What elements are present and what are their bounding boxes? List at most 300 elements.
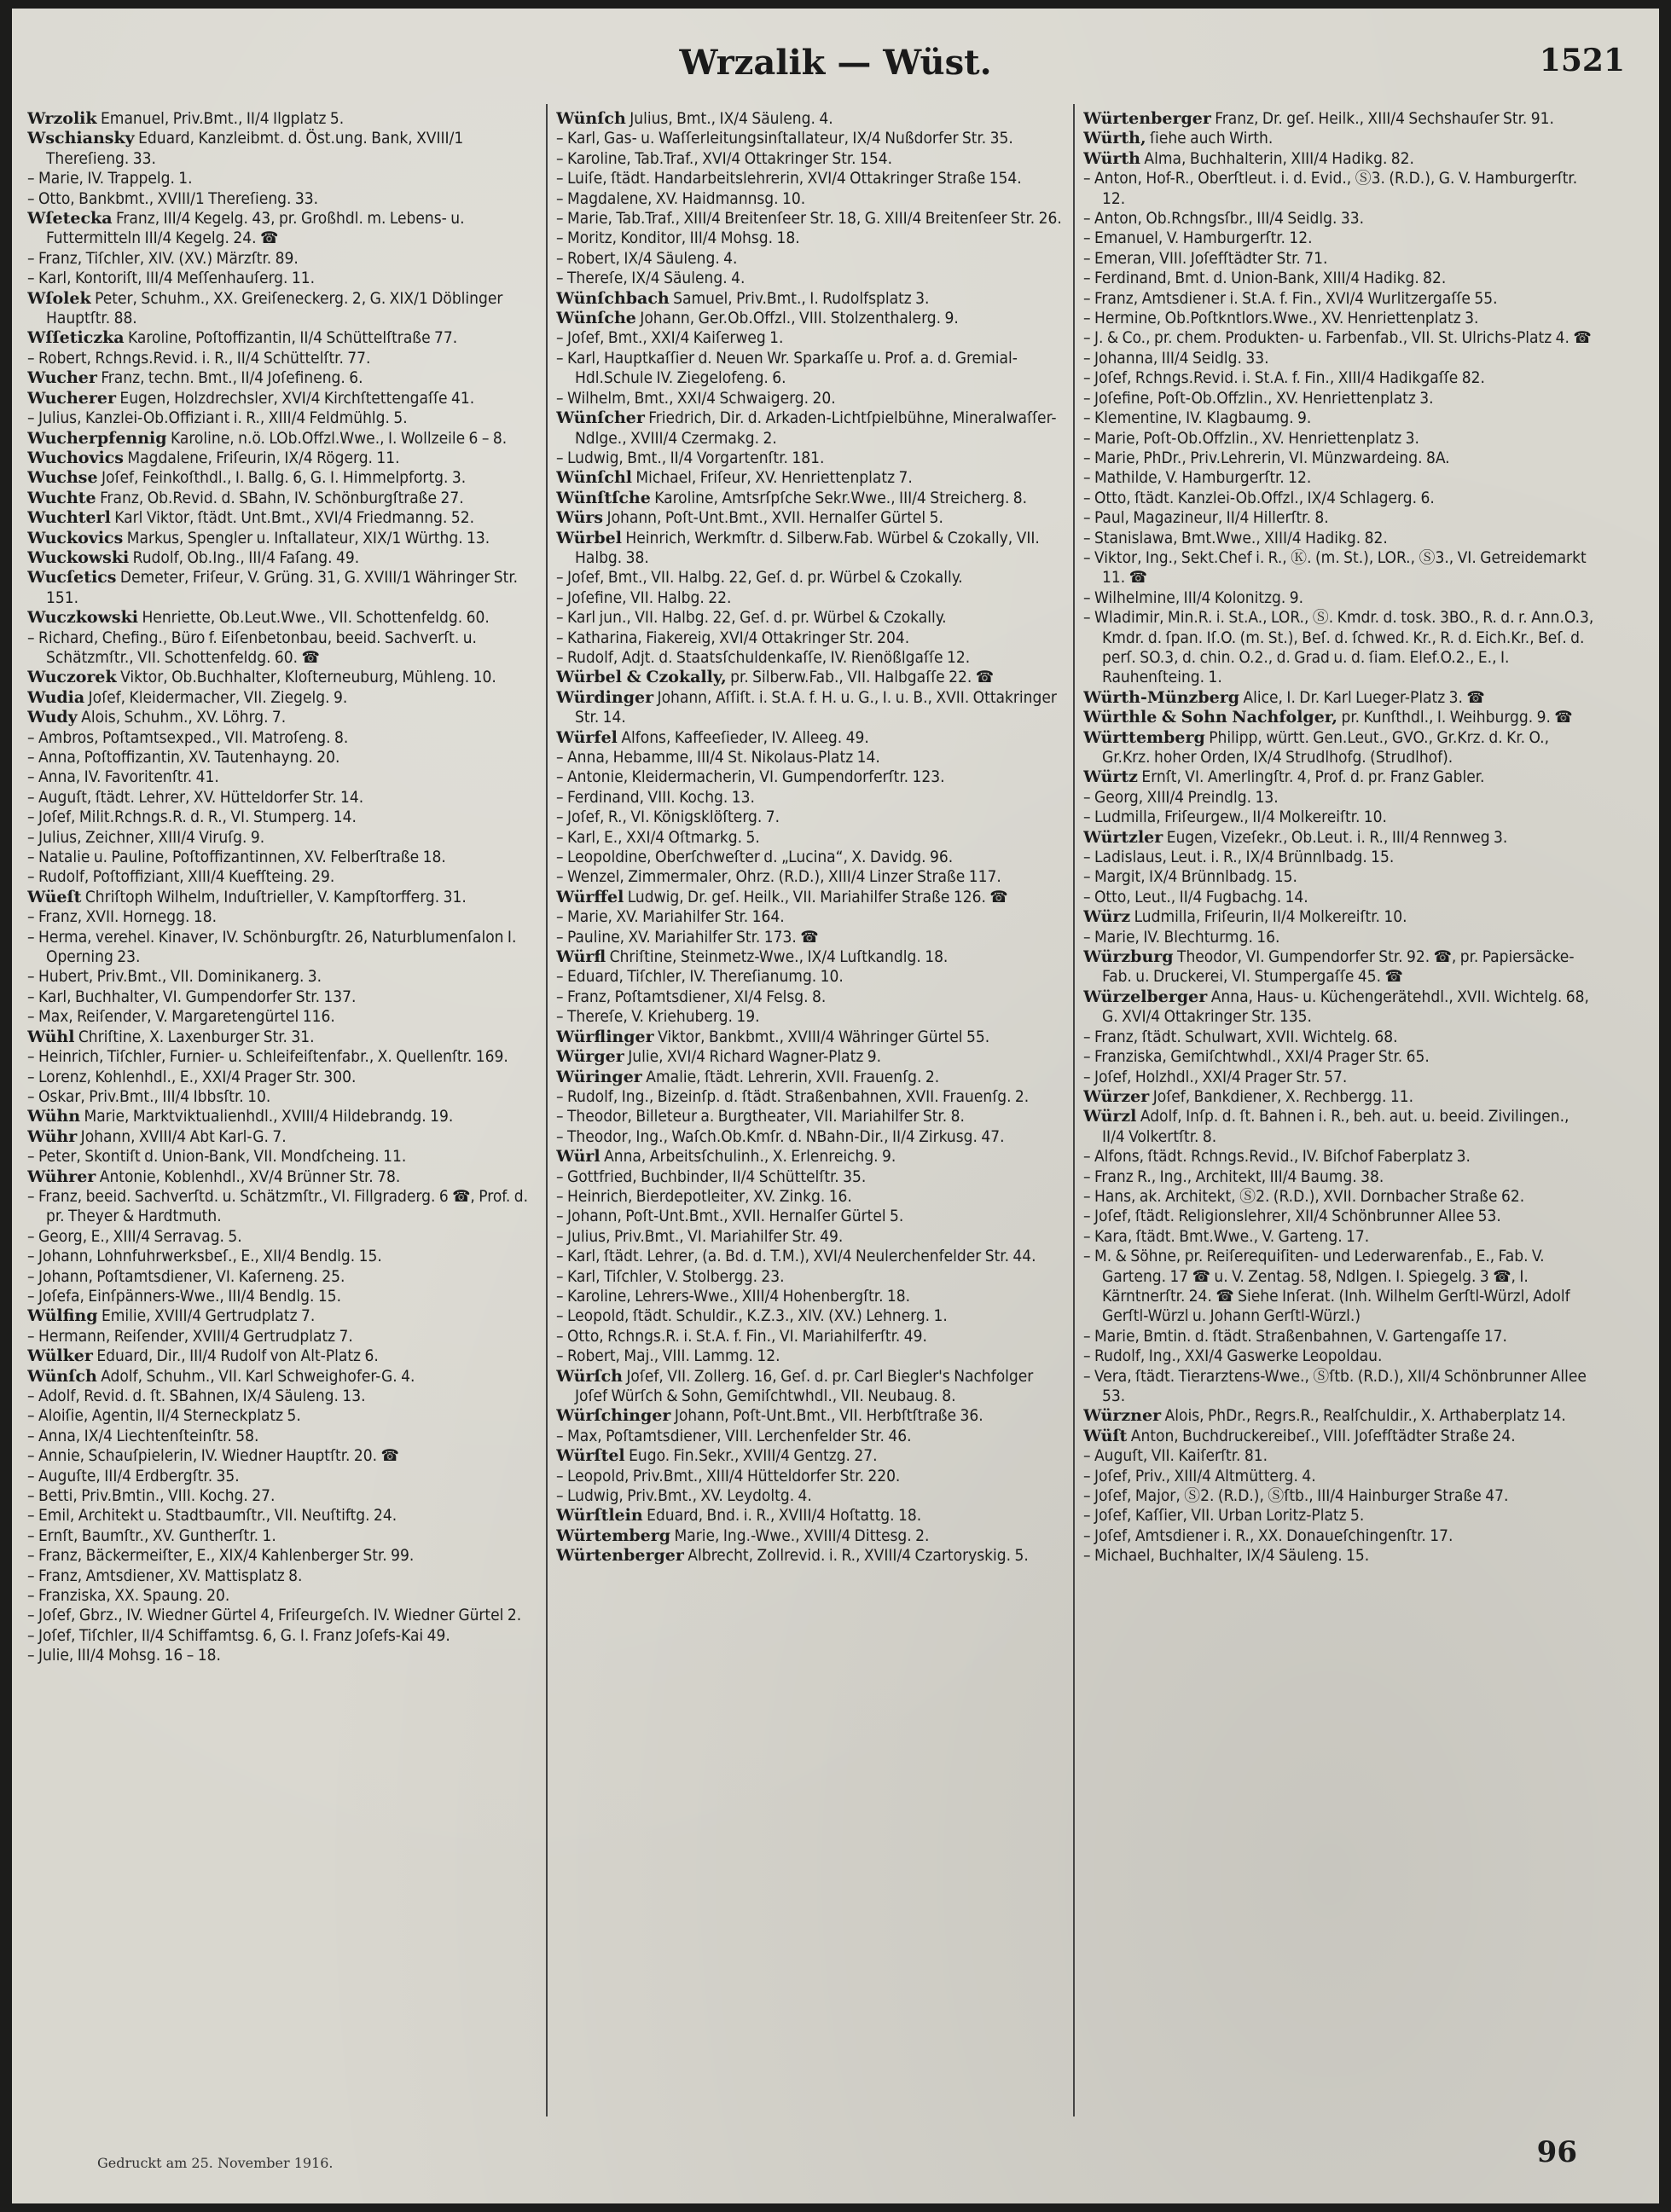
directory-entry [556,1007,1068,1027]
directory-entry [27,1346,539,1366]
entry-details: – Eduard, Tiſchler, IV. Thereſianumg. 10. [556,967,844,987]
entry-details: – Joſef, Kaſſier, VII. Urban Loritz-Platz 5. [1083,1506,1365,1526]
entry-surname: Wünſch [27,1366,97,1386]
directory-entry [556,588,1068,608]
entry-details: – Michael, Buchhalter, IX/4 Säuleng. 15. [1083,1546,1370,1566]
directory-entry [1083,1486,1595,1506]
directory-entry [1083,1068,1595,1087]
entry-details: Chriſtine, Steinmetz-Wwe., IX/4 Luſtkandlg. 18. [609,947,949,967]
directory-entry [27,468,539,488]
entry-details: – Joſef, Bmt., XXI/4 Kaiſerweg 1. [556,328,784,348]
entry-details: – Anna, IV. Favoritenſtr. 41. [27,767,219,787]
directory-entry [1083,309,1595,328]
directory-entry [556,848,1068,867]
directory-entry [27,249,539,269]
entry-details: – Max, Reiſender, V. Margaretengürtel 116. [27,1007,335,1027]
directory-entry [1083,1187,1595,1207]
directory-entry [556,1327,1068,1346]
entry-details: Karoline, n.ö. LOb.Offzl.Wwe., I. Wollzeile 6 – 8. [170,428,508,448]
directory-entry [556,1167,1068,1187]
entry-details: – Franz, XVII. Hornegg. 18. [27,907,218,927]
directory-entry [27,767,539,787]
directory-entry [556,1227,1068,1247]
directory-entry [1083,1207,1595,1226]
entry-details: – Karl, Kontoriſt, III/4 Meſſenhauſerg. 11. [27,269,316,288]
directory-entry [1083,1107,1595,1147]
entry-details: – Franz R., Ing., Architekt, III/4 Baumg. 38. [1083,1167,1384,1186]
directory-entry [556,608,1068,628]
directory-entry [1083,828,1595,848]
entry-details: Alfons, Kaffeeſieder, IV. Alleeg. 49. [621,727,869,747]
directory-entry [1083,848,1595,867]
entry-surname: Würzburg [1083,947,1174,967]
directory-entry [1083,888,1595,907]
directory-entry [1083,389,1595,408]
directory-entry [27,728,539,748]
entry-surname: Würtzler [1083,827,1163,847]
entry-details: – Leopold, ſtädt. Schuldir., K.Z.3., XIV. (XV.) Lehnerg. 1. [556,1306,948,1326]
entry-surname: Wuchse [27,468,98,488]
directory-entry [556,1267,1068,1287]
directory-entry [556,508,1068,528]
entry-details: Alice, I. Dr. Karl Lueger-Platz 3. ☎ [1243,687,1485,707]
entry-details: – Franz, beeid. Sachverſtd. u. Schätzmſtr., VI. Fillgraderg. 6 ☎, Prof. d. pr. Theyer & Hardtmuth. [27,1186,529,1226]
directory-entry [27,1267,539,1287]
entry-details: Peter, Schuhm., XX. Greiſeneckerg. 2, G. XIX/1 Döblinger Hauptſtr. 88. [46,288,503,328]
entry-details: – Franz, Poſtamtsdiener, XI/4 Felsg. 8. [556,987,827,1006]
entry-details: – Wilhelmine, III/4 Kolonitzg. 9. [1083,588,1304,607]
print-date: Gedruckt am 25. November 1916. [97,2155,334,2171]
entry-details: Emanuel, Priv.Bmt., II/4 Ilgplatz 5. [101,109,345,128]
entry-details: – Natalie u. Pauline, Poſtoffizantinnen, XV. Felberſtraße 18. [27,848,446,867]
page-number: 1521 [1539,43,1625,78]
leaf-number: 96 [1536,2135,1577,2169]
directory-entry [556,808,1068,827]
entry-details: – Karl, Tiſchler, V. Stolbergg. 23. [556,1266,785,1286]
entry-details: – Heinrich, Bierdepotleiter, XV. Zinkg. 16. [556,1186,852,1206]
entry-details: – Joſef, Rchngs.Revid. i. St.A. f. Fin., XIII/4 Hadikgaſſe 82. [1083,368,1485,388]
entry-details: Eduard, Kanzleibmt. d. Öst.ung. Bank, XVIII/1 Thereſieng. 33. [46,129,464,168]
directory-entry [27,628,539,669]
entry-details: – Max, Poſtamtsdiener, VIII. Lerchenfelder Str. 46. [556,1426,912,1445]
directory-entry [27,429,539,449]
entry-details: – Magdalene, XV. Haidmannsg. 10. [556,188,806,208]
entry-details: – Marie, Tab.Traf., XIII/4 Breitenſeer Str. 18, G. XIII/4 Breitenſeer Str. 26. [556,209,1062,229]
directory-entry [1083,129,1595,148]
entry-details: Viktor, Ob.Buchhalter, Kloſterneuburg, Mühleng. 10. [120,668,496,687]
directory-entry [556,967,1068,987]
entry-details: – Johanna, III/4 Seidlg. 33. [1083,348,1269,368]
directory-entry [27,888,539,907]
directory-entry [27,109,539,129]
directory-entry [27,967,539,987]
directory-entry [556,688,1068,728]
entry-surname: Wünſcher [556,408,645,428]
entry-surname: Würfel [556,727,618,747]
directory-entry [27,1047,539,1067]
entry-details: – Ludwig, Bmt., II/4 Vorgartenſtr. 181. [556,448,825,467]
directory-entry [1083,1227,1595,1247]
entry-surname: Wucher [27,368,97,388]
entry-details: – Anton, Hof-R., Oberſtleut. i. d. Evid., Ⓢ3. (R.D.), G. V. Hamburgerſtr. 12. [1083,169,1578,208]
entry-surname: Würger [556,1047,624,1067]
directory-entry [556,489,1068,508]
directory-entry [1083,1327,1595,1346]
entry-details: – Emil, Architekt u. Stadtbaumſtr., VII. Neuſtiftg. 24. [27,1506,397,1526]
directory-entry [556,1247,1068,1266]
entry-surname: Wucſetics [27,568,117,588]
entry-details: – Joſef, ſtädt. Religionslehrer, XII/4 Schönbrunner Allee 53. [1083,1207,1501,1226]
directory-entry [556,309,1068,328]
entry-details: – Franz, ſtädt. Schulwart, XVII. Wichtelg. 68. [1083,1027,1398,1046]
entry-details: – Karoline, Lehrers-Wwe., XIII/4 Hohenbergſtr. 18. [556,1286,911,1306]
directory-entry [1083,149,1595,169]
entry-details: Anton, Buchdruckereibeſ., VIII. Joſefſtädter Straße 24. [1130,1426,1516,1445]
directory-entry [556,1546,1068,1566]
entry-details: – Joſef, Priv., XIII/4 Altmütterg. 4. [1083,1466,1316,1485]
entry-details: – Rudolf, Poſtoffiziant, XIII/4 Kuefſteing. 29. [27,867,335,887]
directory-entry [27,1546,539,1566]
entry-details: Marie, Ing.-Wwe., XVIII/4 Dittesg. 2. [674,1526,930,1545]
entry-surname: Wſetecka [27,209,113,229]
entry-details: Johann, Poſt-Unt.Bmt., VII. Herbſtſtraße 36. [674,1406,983,1426]
entry-details: – Annie, Schauſpielerin, IV. Wiedner Hauptſtr. 20. ☎ [27,1446,399,1466]
directory-entry [1083,788,1595,808]
entry-surname: Würſtlein [556,1506,643,1526]
directory-entry [1083,767,1595,787]
directory-entry [27,1247,539,1266]
directory-entry [27,529,539,548]
directory-entry [1083,1147,1595,1167]
entry-details: – Julius, Zeichner, XIII/4 Viruſg. 9. [27,827,265,847]
directory-entry [27,848,539,867]
entry-surname: Wuczkowski [27,608,139,628]
entry-details: – Peter, Skontiſt d. Union-Bank, VII. Mondſcheing. 11. [27,1147,407,1167]
entry-details: – Franz, Tiſchler, XIV. (XV.) Märzſtr. 89. [27,248,299,268]
directory-entry [1083,907,1595,927]
directory-page [12,9,1659,2203]
entry-details: – M. & Söhne, pr. Reiſerequiſiten- und Lederwarenfab., E., Fab. V. Garteng. 17 ☎ u. V. Zentag. 58, Ndlgen. I. Spiegelg. 3 ☎, I. Kärntnerſtr. 24. ☎ Siehe Inſerat. (Inh. Wilhelm Gerſtl-Würzl, Adolf Gerſtl-Würzl u. Johann Gerſtl-Würzl.) [1083,1247,1570,1326]
entry-details: – Wladimir, Min.R. i. St.A., LOR., Ⓢ. Kmdr. d. tosk. 3BO., R. d. r. Ann.O.3, Kmdr. d. ſpan. Iſ.O. (m. St.), Beſ. d. ſchwed. Kr., R. d. Eich.Kr., Beſ. d. perſ. SO.3, d. chin. O.2., d. Grad u. d. ſiam. Elef.O.2., E., I. Rauhenſteing. 1. [1083,608,1594,687]
entry-details: Henriette, Ob.Leut.Wwe., VII. Schottenfeldg. 60. [142,608,490,628]
entry-surname: Wuczorek [27,668,117,687]
directory-entry [27,1367,539,1387]
directory-entry [1083,429,1595,449]
entry-details: Philipp, württ. Gen.Leut., GVO., Gr.Krz. d. Kr. O., Gr.Krz. hoher Orden, IX/4 Strudlhofg. (Strudlhof). [1102,727,1550,767]
directory-entry [556,1107,1068,1126]
directory-entry [1083,349,1595,368]
entry-details: Ludmilla, Friſeurin, II/4 Molkereiſtr. 10. [1134,907,1407,927]
entry-details: Chriſtoph Wilhelm, Induſtrieller, V. Kampſtorfferg. 31. [84,887,467,906]
directory-entry [27,189,539,209]
entry-details: – Alfons, ſtädt. Rchngs.Revid., IV. Biſchof Faberplatz 3. [1083,1147,1471,1167]
entry-details: Johann, XVIII/4 Abt Karl-G. 7. [80,1126,287,1146]
directory-entry [27,328,539,348]
entry-details: – Marie, PhDr., Priv.Lehrerin, VI. Münzwardeing. 8A. [1083,448,1450,467]
directory-entry [556,987,1068,1007]
directory-entry [556,1287,1068,1306]
entry-details: – Lorenz, Kohlenhdl., E., XXI/4 Prager Str. 300. [27,1067,357,1086]
directory-entry [556,1047,1068,1067]
entry-details: – Thereſe, IX/4 Säuleng. 4. [556,269,746,288]
entry-details: – Paul, Magazineur, II/4 Hillerſtr. 8. [1083,508,1329,528]
entry-surname: Wudia [27,687,85,707]
entry-details: – Emanuel, V. Hamburgerſtr. 12. [1083,229,1313,248]
directory-entry [27,828,539,848]
directory-entry [556,928,1068,947]
directory-entry [27,1467,539,1486]
directory-entry [1083,408,1595,428]
entry-surname: Wünſch [556,109,626,128]
directory-entry [27,289,539,329]
entry-surname: Wülker [27,1346,93,1366]
entry-details: Albrecht, Zollrevid. i. R., XVIII/4 Czartoryskig. 5. [688,1546,1029,1566]
directory-entry [1083,1526,1595,1546]
entry-details: – Johann, Poſt-Unt.Bmt., XVII. Hernalſer Gürtel 5. [556,1207,904,1226]
directory-entry [556,529,1068,569]
directory-entry [556,149,1068,169]
entry-details: – Joſef, Milit.Rchngs.R. d. R., VI. Stumperg. 14. [27,808,357,827]
entry-details: Heinrich, Werkmſtr. d. Silberw.Fab. Würbel & Czokally, VII. Halbg. 38. [575,528,1040,567]
directory-entry [1083,109,1595,129]
entry-surname: Wrzolik [27,109,97,128]
entry-details: – Otto, ſtädt. Kanzlei-Ob.Offzl., IX/4 Schlagerg. 6. [1083,488,1435,507]
directory-entry [1083,529,1595,548]
entry-details: Magdalene, Friſeurin, IX/4 Rögerg. 11. [127,448,400,467]
entry-surname: Würflinger [556,1027,654,1046]
directory-entry [27,1187,539,1227]
entry-details: Julie, XVI/4 Richard Wagner-Platz 9. [628,1047,882,1067]
entry-details: Eduard, Dir., III/4 Rudolf von Alt-Platz 6. [96,1346,379,1366]
entry-details: – Viktor, Ing., Sekt.Chef i. R., Ⓚ. (m. St.), LOR., Ⓢ3., VI. Getreidemarkt 11. ☎ [1083,547,1587,588]
directory-entry [27,1028,539,1047]
directory-entry [1083,269,1595,288]
entry-details: – Marie, IV. Blechturmg. 16. [1083,927,1280,947]
entry-details: pr. Silberw.Fab., VII. Halbgaſſe 22. ☎ [730,668,994,687]
directory-entry [27,1427,539,1446]
directory-entry [27,1446,539,1466]
entry-details: – Georg, E., XIII/4 Serravag. 5. [27,1226,242,1246]
directory-entry [556,888,1068,907]
directory-entry [1083,608,1595,688]
directory-entry [556,109,1068,129]
entry-surname: Würtenberger [556,1546,684,1566]
entry-surname: Wünſche [556,309,636,328]
entry-details: Joſef, Bankdiener, X. Rechbergg. 11. [1152,1086,1414,1106]
entry-details: – Heinrich, Tiſchler, Furnier- u. Schleifeiſtenfabr., X. Quellenſtr. 169. [27,1047,508,1067]
directory-entry [27,129,539,169]
directory-entry [556,468,1068,488]
column-2 [556,109,1068,2122]
entry-details: – Hermine, Ob.Poſtkntlors.Wwe., XV. Henriettenplatz 3. [1083,309,1479,328]
directory-entry [27,1147,539,1167]
entry-surname: Wuchte [27,488,96,507]
directory-entry [27,349,539,368]
entry-details: – Hermann, Reiſender, XVIII/4 Gertrudplatz 7. [27,1326,353,1346]
entry-details: Theodor, VI. Gumpendorfer Str. 92. ☎, pr. Papiersäcke-Fab. u. Druckerei, VI. Stumpergaſſe 45. ☎ [1102,947,1575,987]
directory-entry [1083,1087,1595,1107]
column-3 [1083,109,1595,2122]
column-1 [27,109,539,2122]
entry-details: – Margit, IX/4 Brünnlbadg. 15. [1083,867,1297,887]
entry-details: – Anna, Poſtoffizantin, XV. Tautenhayng. 20. [27,748,340,767]
entry-details: Adolf, Inſp. d. ſt. Bahnen i. R., beh. aut. u. beeid. Zivilingen., II/4 Volkertſtr. 8. [1102,1107,1569,1146]
entry-surname: Wuchovics [27,448,124,467]
entry-surname: Wucherer [27,388,116,408]
directory-entry [556,169,1068,188]
entry-surname: Wühn [27,1107,81,1126]
directory-entry [556,668,1068,687]
entry-details: – Oskar, Priv.Bmt., III/4 Ibbsſtr. 10. [27,1086,271,1106]
entry-details: – Joſefine, VII. Halbg. 22. [556,588,732,607]
entry-details: Franz, III/4 Kegelg. 43, pr. Großhdl. m. Lebens- u. Futtermitteln III/4 Kegelg. 24. ☎ [46,209,465,248]
entry-details: – Ferdinand, Bmt. d. Union-Bank, XIII/4 Hadikg. 82. [1083,269,1447,288]
directory-entry [27,368,539,388]
directory-entry [556,209,1068,229]
directory-entry [556,289,1068,309]
directory-entry [27,1007,539,1027]
directory-entry [27,568,539,608]
directory-entry [556,907,1068,927]
entry-details: – Otto, Leut., II/4 Fugbachg. 14. [1083,887,1308,906]
entry-details: – Joſef, Gbrz., IV. Wiedner Gürtel 4, Friſeurgeſch. IV. Wiedner Gürtel 2. [27,1606,522,1625]
entry-details: – Marie, Bmtin. d. ſtädt. Straßenbahnen, V. Gartengaſſe 17. [1083,1326,1507,1346]
entry-details: – Wilhelm, Bmt., XXI/4 Schwaigerg. 20. [556,388,836,408]
directory-entry [556,1467,1068,1486]
directory-entry [27,788,539,808]
entry-details: – Marie, IV. Trappelg. 1. [27,169,193,188]
entry-details: – Marie, Poſt-Ob.Offzlin., XV. Henriettenplatz 3. [1083,428,1419,448]
entry-details: – J. & Co., pr. chem. Produkten- u. Farbenfab., VII. St. Ulrichs-Platz 4. ☎ [1083,328,1592,348]
entry-details: – Franziska, XX. Spaung. 20. [27,1586,230,1606]
entry-details: – Marie, XV. Mariahilfer Str. 164. [556,907,785,927]
entry-details: – Aloiſie, Agentin, II/4 Sterneckplatz 5. [27,1406,301,1426]
directory-entry [27,489,539,508]
entry-details: – Franz, Amtsdiener, XV. Mattisplatz 8. [27,1566,303,1585]
directory-entry [27,708,539,727]
directory-entry [1083,928,1595,947]
directory-entry [27,748,539,767]
entry-details: – Auguſt, VII. Kaiſerſtr. 81. [1083,1446,1268,1466]
entry-details: – Hubert, Priv.Bmt., VII. Dominikanerg. 3. [27,967,322,987]
directory-entry [27,1068,539,1087]
directory-entry [556,1207,1068,1226]
directory-entry [27,1087,539,1107]
directory-entry [1083,1346,1595,1366]
entry-details: – Georg, XIII/4 Preindlg. 13. [1083,787,1279,807]
directory-entry [27,209,539,249]
entry-details: Julius, Bmt., IX/4 Säuleng. 4. [630,109,833,128]
directory-entry [27,1167,539,1187]
entry-details: Karoline, Poſtoffizantin, II/4 Schüttelſtraße 77. [128,328,458,348]
directory-entry [1083,368,1595,388]
entry-details: – Ernſt, Baumſtr., XV. Guntherſtr. 1. [27,1526,276,1545]
directory-entry [556,1087,1068,1107]
directory-entry [556,1127,1068,1147]
directory-entry [27,1306,539,1326]
directory-entry [1083,1467,1595,1486]
directory-entry [27,1646,539,1665]
directory-entry [556,828,1068,848]
directory-entry [556,189,1068,209]
entry-details: – Thereſe, V. Kriehuberg. 19. [556,1007,760,1027]
entry-details: – Ludwig, Priv.Bmt., XV. Leydoltg. 4. [556,1486,812,1506]
entry-surname: Würtemberg [556,1526,671,1545]
directory-entry [27,1506,539,1526]
entry-details: – Karl, E., XXI/4 Oſtmarkg. 5. [556,827,760,847]
directory-entry [27,1626,539,1646]
entry-surname: Württemberg [1083,727,1205,747]
entry-details: – Robert, IX/4 Säuleng. 4. [556,248,738,268]
directory-entry [1083,987,1595,1028]
directory-entry [27,867,539,887]
entry-details: Viktor, Bankbmt., XVIII/4 Währinger Gürtel 55. [658,1027,990,1046]
directory-entry [556,867,1068,887]
directory-entry [556,408,1068,449]
entry-details: – Herma, verehel. Kinaver, IV. Schönburgſtr. 26, Naturblumenſalon I. Operning 23. [27,927,517,967]
directory-entry [27,1227,539,1247]
directory-entry [27,1526,539,1546]
directory-entry [27,408,539,428]
entry-surname: Wührer [27,1167,96,1186]
entry-details: – Rudolf, Ing., Bizeinſp. d. ſtädt. Straßenbahnen, XVII. Frauenſg. 2. [556,1086,1030,1106]
directory-entry [27,269,539,288]
directory-entry [1083,1047,1595,1067]
directory-entry [556,269,1068,288]
entry-surname: Wschiansky [27,129,135,148]
directory-entry [556,389,1068,408]
entry-surname: Würdinger [556,687,654,707]
entry-surname: Würtz [1083,767,1138,787]
entry-details: Ludwig, Dr. geſ. Heilk., VII. Mariahilfer Straße 126. ☎ [627,887,1008,906]
directory-entry [556,568,1068,588]
entry-details: Samuel, Priv.Bmt., I. Rudolfsplatz 3. [673,288,930,308]
entry-details: Ernſt, VI. Amerlingſtr. 4, Prof. d. pr. Franz Gabler. [1141,767,1485,787]
entry-surname: Würth [1083,148,1140,168]
directory-entry [27,688,539,708]
entry-details: – Joſef, Amtsdiener i. R., XX. Donaueſchingenſtr. 17. [1083,1526,1453,1545]
entry-details: – Auguſt, ſtädt. Lehrer, XV. Hütteldorfer Str. 14. [27,787,364,807]
entry-details: Franz, Dr. geſ. Heilk., XIII/4 Sechshauſer Str. 91. [1215,109,1554,128]
entry-surname: Wünſchl [556,468,632,488]
entry-details: – Leopoldine, Oberſchweſter d. „Lucina“, X. Davidg. 96. [556,848,954,867]
directory-entry [1083,1367,1595,1407]
entry-details: – Pauline, XV. Mariahilfer Str. 173. ☎ [556,927,819,947]
entry-details: – Mathilde, V. Hamburgerſtr. 12. [1083,468,1312,488]
directory-entry [1083,449,1595,468]
entry-surname: Wſolek [27,288,91,308]
directory-entry [556,249,1068,269]
entry-surname: Wünſtſche [556,488,651,507]
directory-entry [1083,1247,1595,1327]
entry-details: – Joſef, R., VI. Königsklöſterg. 7. [556,808,780,827]
entry-details: Adolf, Schuhm., VII. Karl Schweighofer-G. 4. [101,1366,415,1386]
directory-entry [556,129,1068,148]
directory-entry [27,928,539,968]
directory-entry [1083,588,1595,608]
directory-entry [1083,508,1595,528]
entry-details: – Rudolf, Adjt. d. Staatsſchuldenkaſſe, IV. Rienößlgaſſe 12. [556,647,971,667]
entry-details: – Joſef, Tiſchler, II/4 Schiffamtsg. 6, G. I. Franz Joſefs-Kai 49. [27,1625,450,1645]
directory-entry [556,767,1068,787]
entry-details: Emilie, XVIII/4 Gertrudplatz 7. [101,1306,316,1326]
entry-details: – Theodor, Billeteur a. Burgtheater, VII. Mariahilfer Str. 8. [556,1107,965,1126]
entry-details: – Anton, Ob.Rchngsſbr., III/4 Seidlg. 33. [1083,209,1364,229]
column-divider [1073,104,1075,2116]
entry-surname: Würſchinger [556,1406,671,1426]
directory-entry [1083,328,1595,348]
directory-entry [1083,289,1595,309]
